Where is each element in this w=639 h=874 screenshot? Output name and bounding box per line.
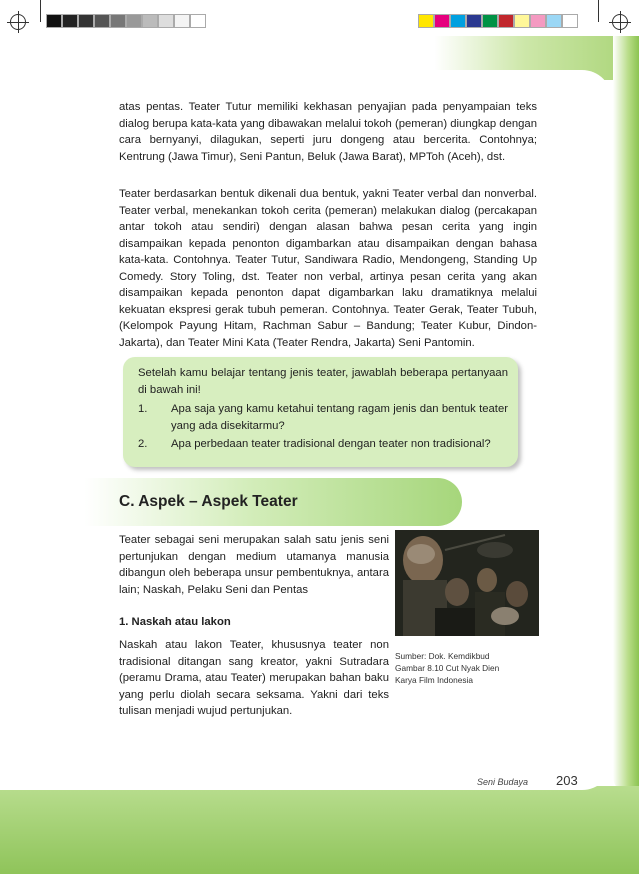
film-still-illustration — [395, 530, 539, 636]
caption-film: Karya Film Indonesia — [395, 675, 473, 685]
question-intro: Setelah kamu belajar tentang jenis teater, jawablah beberapa pertanyaan di bawah ini! — [138, 367, 508, 396]
question-1: Apa saja yang kamu ketahui tentang ragam jenis dan bentuk teater yang ada disekitarmu? — [171, 403, 508, 432]
subheading-naskah: 1. Naskah atau lakon — [119, 616, 231, 628]
page-frame-right — [613, 36, 639, 796]
page-number: 203 — [556, 773, 578, 788]
grayscale-color-bar — [46, 14, 206, 28]
registration-mark-icon — [10, 14, 26, 30]
cmyk-color-bar — [418, 14, 578, 28]
crop-mark — [598, 0, 599, 22]
question-box — [123, 357, 518, 467]
paragraph-naskah: Naskah atau lakon Teater, khususnya teater non tradisional ditangan sang kreator, yakni Sutradara (peramu Drama, atau Teater) merupakan bahan baku yang perlu diolah secara seksama. Yakni dari teks tulisan menjadi wujud pertunjukan. — [119, 639, 389, 717]
footer-book-title: Seni Budaya — [477, 777, 529, 787]
question-number: 1. — [138, 403, 148, 415]
registration-mark-icon — [612, 14, 628, 30]
caption-source: Sumber: Dok. Kemdikbud — [395, 651, 490, 661]
page-frame-bottom — [0, 786, 639, 874]
section-title: C. Aspek – Aspek Teater — [119, 493, 298, 510]
paragraph-aspek: Teater sebagai seni merupakan salah satu jenis seni pertunjukan dengan medium utamanya manusia dibangun oleh beberapa unsur pembentuknya, antara lain; Naskah, Pelaku Seni dan Pentas — [119, 534, 389, 596]
question-2: Apa perbedaan teater tradisional dengan teater non tradisional? — [171, 438, 491, 450]
paragraph-bentuk-teater: Teater berdasarkan bentuk dikenali dua bentuk, yakni Teater verbal dan nonverbal. Teater verbal, menekankan tokoh cerita (pemeran) melakukan dialog (percakapan antar tokoh atau sendiri) dengan alasan bahwa pesan cerita yang ingin disampaikan kepada penonton digambarkan atau disampaikan dengan bahasa kata-kata. Contohnya. Teater Tutur, Sandiwara Radio, Mendongeng, Standing Up Comedy. Story Toling, dst. Teater non verbal, artinya pesan cerita yang akan disampaikan kepada penonton dapat digambarkan laku dramatiknya melalui kekuatan ekspresi gerak tubuh pemeran. Contohnya. Teater Gerak, Teater Tubuh, (Kelompok Payung Hitam, Rachman Sabur – Bandung; Teater Kubur, Dindon-Jakarta), dan Teater Mini Kata (Teater Rendra, Jakarta) Seni Pantomin. — [119, 188, 537, 349]
caption-figure: Gambar 8.10 Cut Nyak Dien — [395, 663, 500, 673]
film-still-photo — [395, 530, 539, 636]
question-number: 2. — [138, 438, 148, 450]
crop-mark — [40, 0, 41, 22]
paragraph-teater-tutur: atas pentas. Teater Tutur memiliki kekhasan penyajian pada penyampaian teks dialog berupa kata-kata yang dibawakan melalui tokoh (pemeran) diungkap dengan cara bernyanyi, dilagukan, seperti juru dongeng atau bercerita. Contohnya; Kentrung (Jawa Timur), Seni Pantun, Beluk (Jawa Barat), MPToh (Aceh), dst. — [119, 101, 537, 163]
